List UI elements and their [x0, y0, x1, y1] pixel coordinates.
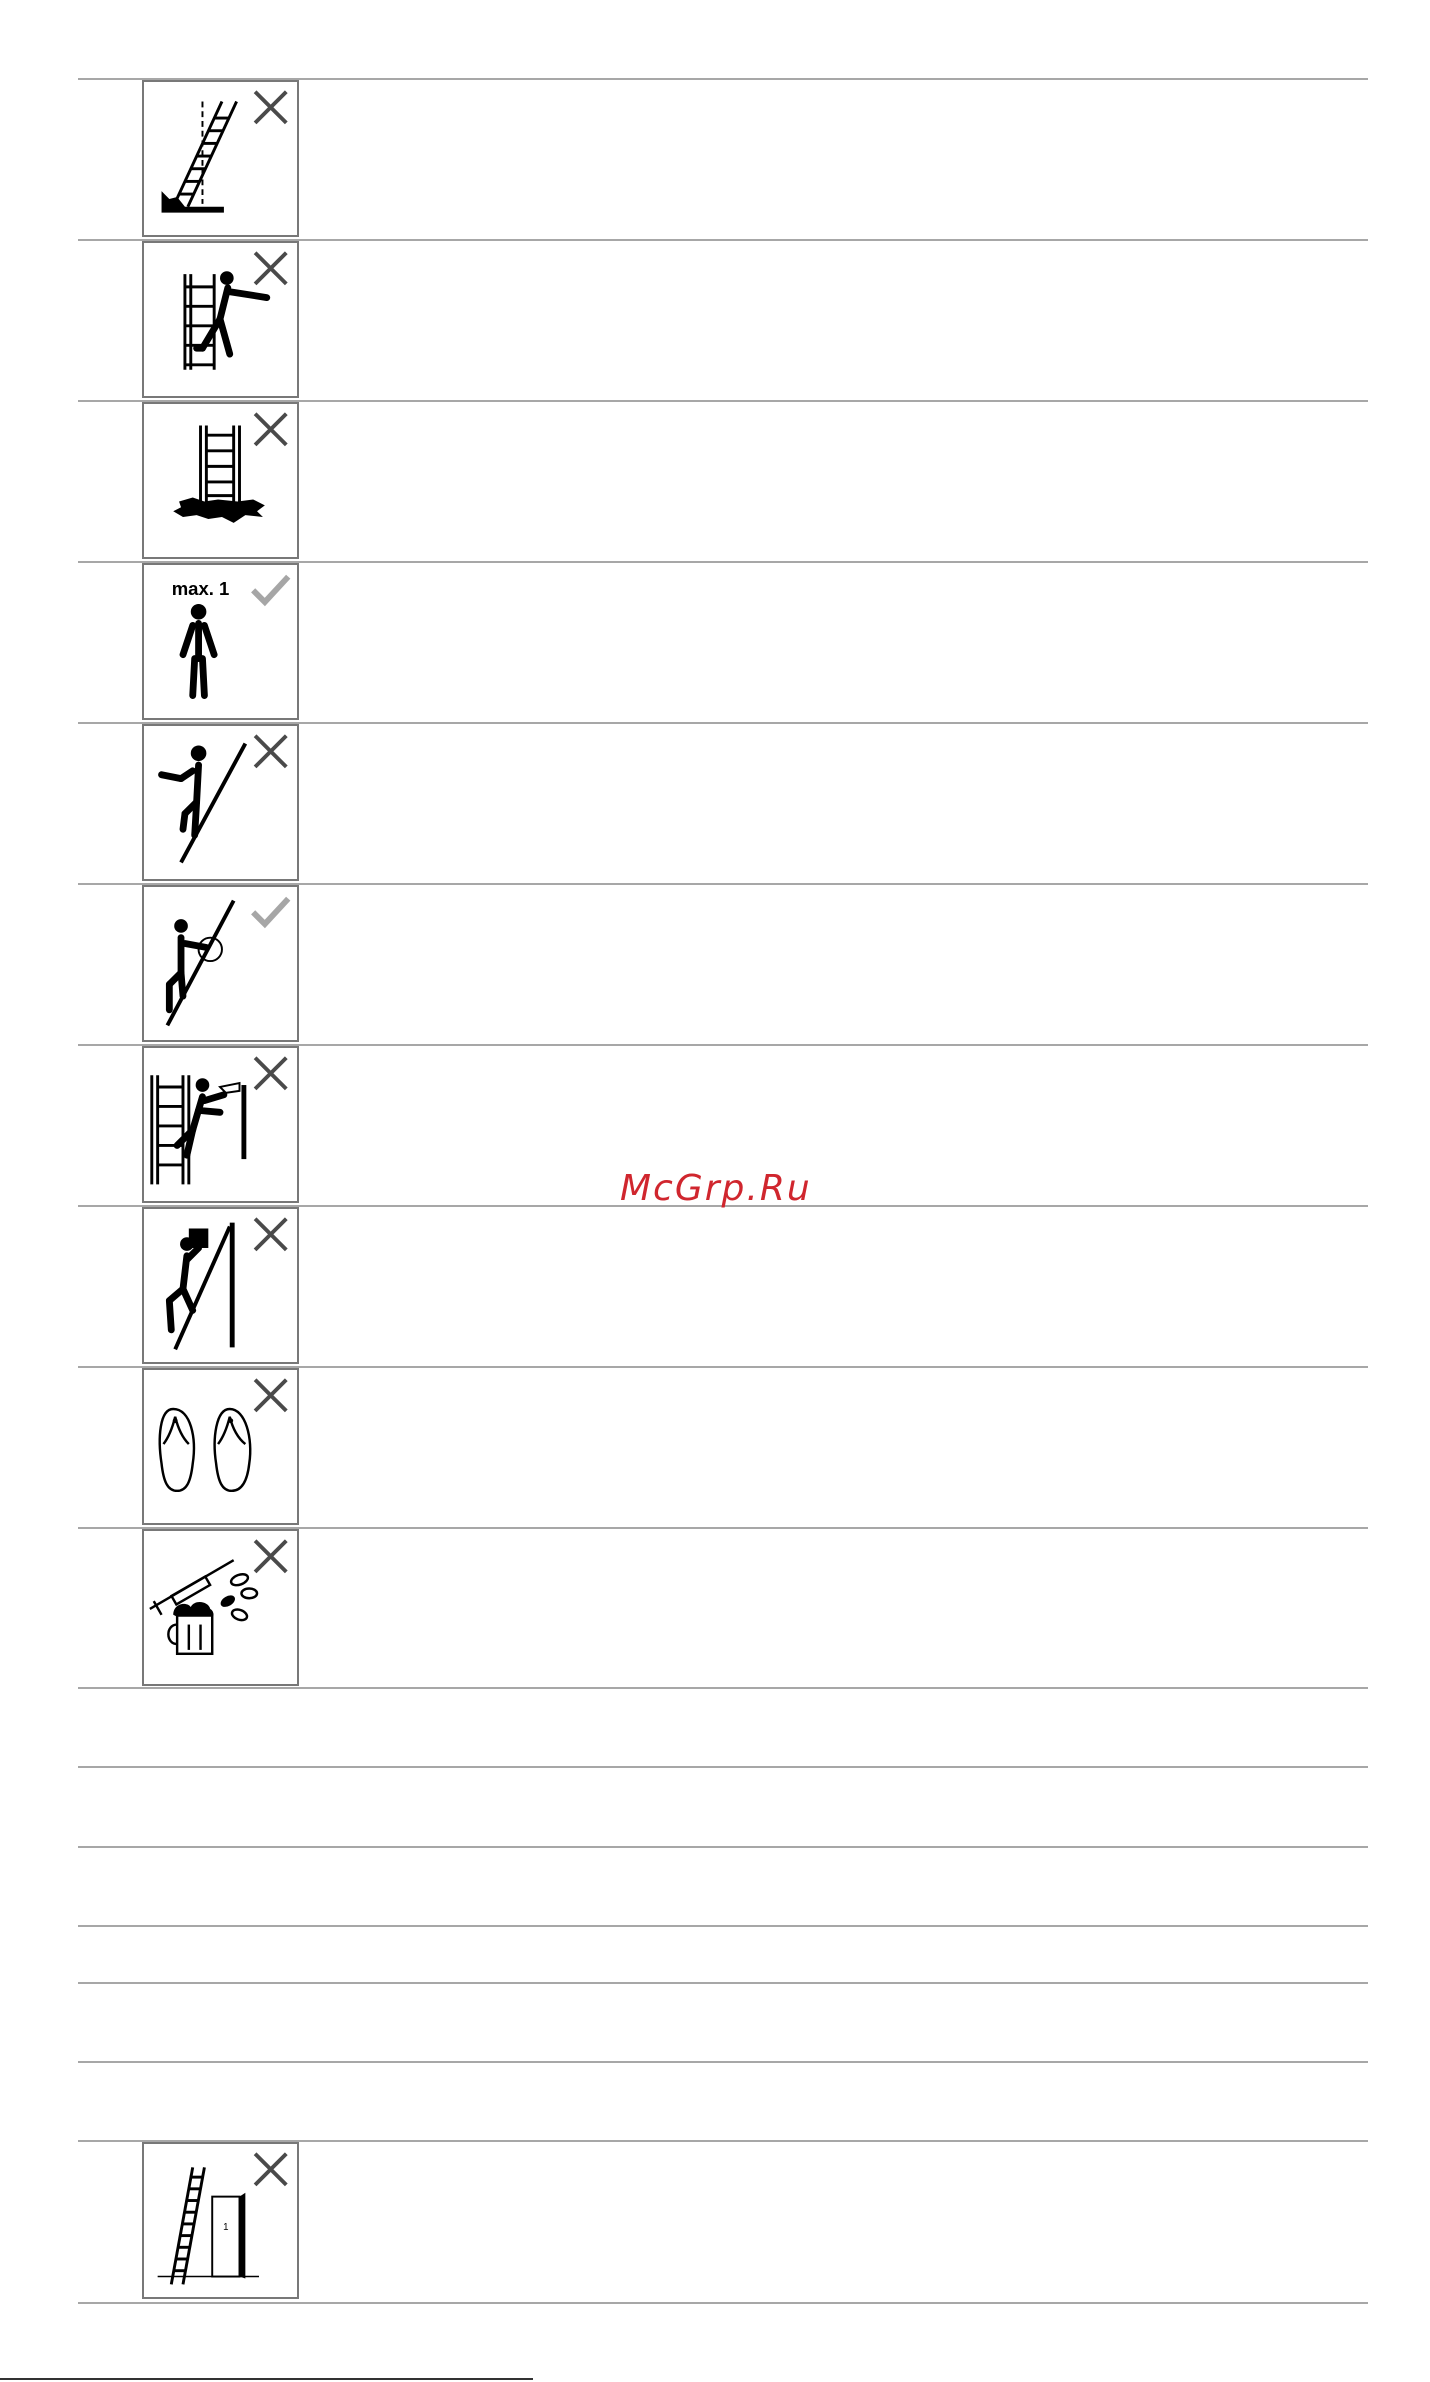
max-one-person-tile: [142, 563, 299, 720]
row-divider: [78, 1846, 1368, 1848]
row-divider: [78, 2302, 1368, 2304]
climbing-holding-tile: [142, 885, 299, 1042]
x-mark-icon: [255, 2154, 286, 2185]
climbing-no-hands-tile: [142, 724, 299, 881]
ladder-unstable-ground-tile: [142, 402, 299, 559]
overreaching-from-ladder-tile: [142, 241, 299, 398]
climbing-no-hands-icon: [144, 726, 297, 879]
x-mark-icon: [255, 1380, 286, 1411]
overreaching-from-ladder-icon: [144, 243, 297, 396]
ladder-unstable-ground-icon: [144, 404, 297, 557]
ladder-in-front-of-door-tile: [142, 2142, 299, 2299]
carrying-load-climbing-tile: [142, 1207, 299, 1364]
person-limit-label: max. 1: [171, 578, 230, 600]
row-divider: [78, 1766, 1368, 1768]
x-mark-icon: [255, 414, 286, 445]
checkmark-icon: [253, 899, 288, 924]
x-mark-icon: [255, 1058, 286, 1089]
flip-flops-tile: [142, 1368, 299, 1525]
x-mark-icon: [255, 736, 286, 767]
climbing-holding-icon: [144, 887, 297, 1040]
door-number: 1: [223, 2221, 229, 2233]
row-divider: [78, 1925, 1368, 1927]
leaning-off-ladder-tile: [142, 1046, 299, 1203]
drugs-alcohol-tile: [142, 1529, 299, 1686]
x-mark-icon: [255, 1219, 286, 1250]
checkmark-icon: [253, 577, 288, 602]
footer-rule: [0, 2378, 533, 2380]
drugs-alcohol-icon: [144, 1531, 297, 1684]
flip-flops-icon: [144, 1370, 297, 1523]
row-divider: [78, 1982, 1368, 1984]
leaning-off-ladder-icon: [144, 1048, 297, 1201]
x-mark-icon: [255, 1541, 286, 1572]
carrying-load-climbing-icon: [144, 1209, 297, 1362]
row-divider: [78, 1687, 1368, 1689]
single-person-icon: [144, 565, 297, 718]
watermark: McGrp.Ru: [620, 1168, 812, 1209]
row-divider: [78, 2061, 1368, 2063]
x-mark-icon: [255, 253, 286, 284]
ladder-in-front-of-door-icon: [144, 2144, 297, 2297]
ladder-leaning-wrong-angle-tile: [142, 80, 299, 237]
ladder-leaning-wrong-angle-icon: [144, 82, 297, 235]
x-mark-icon: [255, 92, 286, 123]
